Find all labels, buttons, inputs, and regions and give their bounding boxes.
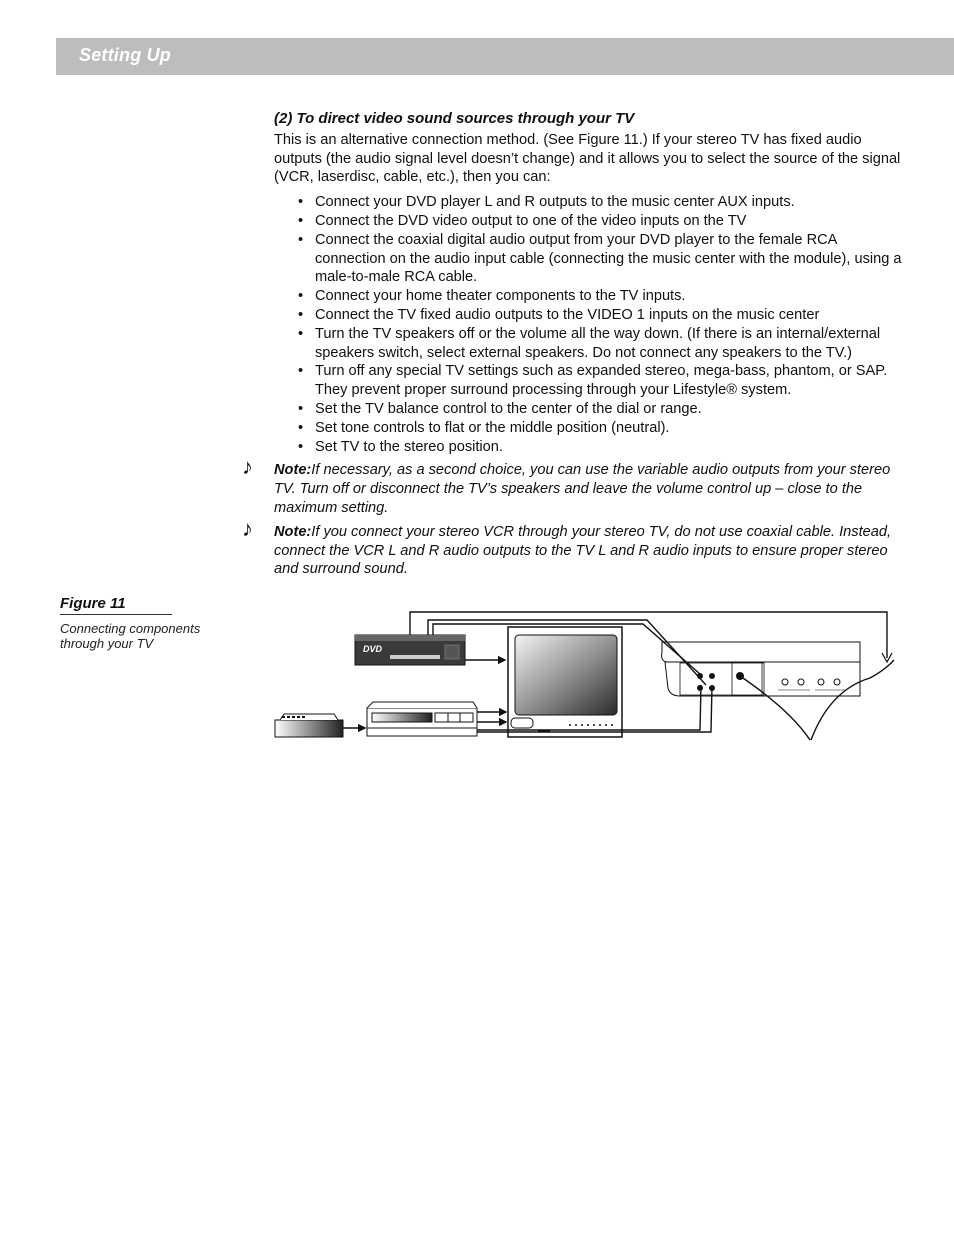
figure-caption: Connecting components through your TV [60,621,201,651]
list-item: • Set tone controls to flat or the middle position (neutral). [298,419,904,438]
vcr-icon [367,702,477,736]
main-content [242,110,904,579]
figure-caption-block [60,595,220,651]
tv-icon [508,627,622,737]
list-item: • Connect the coaxial digital audio output from your DVD player to the female RCA connection on the audio input cable (connecting the music center with the module), using a male-to-male RCA cable. [298,231,904,287]
list-item: • Connect your home theater components to the TV inputs. [298,287,904,306]
intro-paragraph: This is an alternative connection method. (See Figure 11.) If your stereo TV has fixed audio outputs (the audio signal level doesn’t change) and it allows you to select the source of the signal (VCR, laserdisc, cable, etc.), then you can: [274,131,901,186]
note-text: If necessary, as a second choice, you can use the variable audio outputs from your stereo TV. Turn off or disconnect the TV’s speakers and leave the volume control up – close to the maximum setting. [274,462,891,516]
list-item: • Set TV to the stereo position. [298,438,904,457]
page-section-title: Setting Up [79,45,171,65]
figure-label: Figure 11 [60,595,172,615]
header-bar [56,38,954,75]
note-1 [242,454,904,517]
list-item: • Turn off any special TV settings such as expanded stereo, mega-bass, phantom, or SAP. They prevent proper surround processing through your Lifestyle® system. [298,362,904,400]
list-item: • Connect your DVD player L and R outputs to the music center AUX inputs. [298,193,904,212]
note-text: If you connect your stereo VCR through your stereo TV, do not use coaxial cable. Instead, connect the VCR L and R audio outputs to the TV L and R audio inputs to ensure proper stereo and surround sound. [274,523,892,578]
dvd-player-icon [355,635,465,665]
list-item: • Set the TV balance control to the center of the dial or range. [298,400,904,419]
section-heading: (2) To direct video sound sources through your TV [274,110,635,127]
dvd-logo-text: DVD [363,644,383,654]
instruction-list [274,193,904,456]
cable-box-icon [275,714,343,737]
list-item: • Connect the TV fixed audio outputs to the VIDEO 1 inputs on the music center [298,306,904,325]
connection-diagram [270,600,910,750]
music-note-icon: ♪ [242,454,253,480]
note-label: Note: [274,523,312,540]
music-note-icon: ♪ [242,515,253,541]
note-2 [242,515,904,579]
note-label: Note: [274,462,312,479]
list-item: • Connect the DVD video output to one of the video inputs on the TV [298,212,904,231]
list-item: • Turn the TV speakers off or the volume all the way down. (If there is an internal/external speakers switch, select external speakers. Do not connect any speakers to the TV.) [298,325,904,363]
